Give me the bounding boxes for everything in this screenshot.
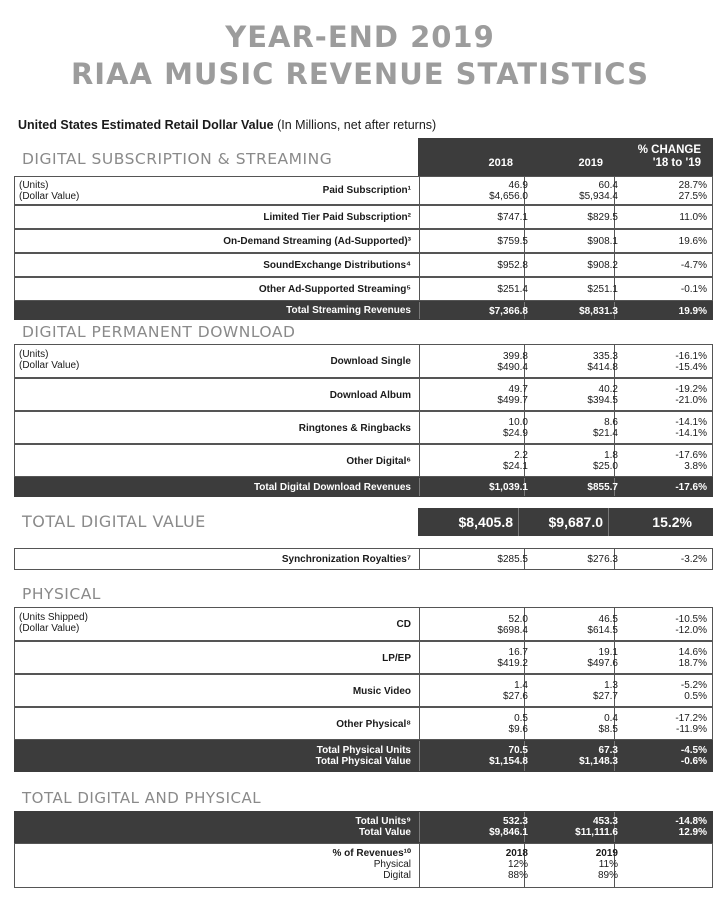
cell-2018-value: $27.6 (502, 691, 528, 702)
table-row (14, 411, 713, 444)
cell-change-value: -0.6% (680, 756, 707, 767)
cell-2019: $829.5 (587, 212, 618, 223)
row-label: Other Physical⁸ (336, 719, 411, 730)
cell-change-value: -21.0% (675, 395, 707, 406)
table-row (14, 674, 713, 707)
sync-row (14, 548, 713, 570)
cell-2019: 60.4 (598, 180, 618, 191)
table-row (14, 444, 713, 477)
col-change-range: '18 to '19 (652, 157, 701, 169)
cell-2019: 1.3 (604, 680, 618, 691)
table-row (14, 707, 713, 740)
cell-2018: $1,039.1 (489, 482, 528, 493)
units-label: (Units Shipped) (19, 612, 88, 623)
table-row (14, 607, 713, 641)
col-2018: 2018 (488, 157, 513, 169)
cell-2018-value: $698.4 (497, 625, 528, 636)
row-label: Synchronization Royalties⁷ (281, 554, 411, 565)
table-row (14, 277, 713, 301)
cell-2019: 335.3 (592, 351, 618, 362)
total-row (14, 740, 713, 772)
row-label: Music Video (352, 686, 411, 697)
cell-change: -4.5% (680, 745, 707, 756)
cell-2019-value: $394.5 (587, 395, 618, 406)
col-2019: 2019 (578, 157, 603, 169)
cell-2019-digital: 89% (597, 870, 618, 881)
row-label: % of Revenues¹⁰ (332, 848, 411, 859)
cell-2018: $759.5 (497, 236, 528, 247)
page-title-line1: YEAR-END 2019 (225, 20, 495, 54)
col-change: % CHANGE (637, 144, 701, 156)
cell-2019-value: $8.5 (598, 724, 618, 735)
cell-2019: 453.3 (592, 816, 618, 827)
row-label: Ringtones & Ringbacks (298, 423, 411, 434)
cell-2018: 0.5 (514, 713, 528, 724)
cell-2019: 19.1 (598, 647, 618, 658)
cell-2019: $8,831.3 (579, 306, 618, 317)
cell-change: 11.0% (679, 212, 707, 223)
row-label: LP/EP (382, 653, 411, 664)
cell-2018: $747.1 (497, 212, 528, 223)
cell-change: -0.1% (680, 284, 707, 295)
table-row (14, 229, 713, 253)
cell-change: 14.6% (678, 647, 707, 658)
cell-change: 19.9% (678, 306, 707, 317)
row-label: On-Demand Streaming (Ad-Supported)³ (223, 236, 411, 247)
cell-change-value: -14.1% (675, 428, 707, 439)
cell-2019: 0.4 (604, 713, 618, 724)
cell-2018-value: $9,846.1 (489, 827, 528, 838)
cell-change: 28.7% (678, 180, 707, 191)
cell-2019-value: $25.0 (592, 461, 618, 472)
page-title-line2: RIAA MUSIC REVENUE STATISTICS (70, 57, 650, 91)
cell-change: -5.2% (680, 680, 707, 691)
total-row (14, 477, 713, 497)
row-label: Other Digital⁶ (346, 456, 411, 467)
table-row (14, 378, 713, 411)
section-title-grand-total: TOTAL DIGITAL AND PHYSICAL (22, 789, 262, 807)
table-row (14, 205, 713, 229)
cell-2019-value: $5,934.4 (579, 191, 618, 202)
row-label: Download Album (329, 390, 411, 401)
total-row (14, 811, 713, 843)
cell-2019-value: $11,111.6 (575, 827, 618, 838)
units-label: (Units) (19, 180, 49, 191)
table-row (14, 176, 713, 205)
cell-2019: $9,687.0 (548, 514, 603, 530)
row-label-2: Total Value (358, 827, 411, 838)
row-label: Other Ad-Supported Streaming⁵ (258, 284, 411, 295)
cell-2018: $251.4 (497, 284, 528, 295)
cell-change: -19.2% (675, 384, 707, 395)
cell-2018-physical: 12% (507, 859, 528, 870)
cell-2018-value: $1,154.8 (489, 756, 528, 767)
cell-change-value: 18.7% (678, 658, 707, 669)
cell-change: 19.6% (678, 236, 707, 247)
cell-2018: 2.2 (514, 450, 528, 461)
cell-change: 15.2% (652, 514, 692, 530)
cell-2018-value: $24.9 (502, 428, 528, 439)
cell-2018: 70.5 (508, 745, 528, 756)
cell-2018: $8,405.8 (458, 514, 513, 530)
cell-2018: 46.9 (508, 180, 528, 191)
row-label-digital: Digital (383, 870, 411, 881)
cell-change: -14.8% (675, 816, 707, 827)
cell-2019: 46.5 (598, 614, 618, 625)
cell-change-value: 27.5% (678, 191, 707, 202)
row-label: SoundExchange Distributions⁴ (263, 260, 411, 271)
cell-change-value: -11.9% (676, 724, 707, 735)
cell-2018: 52.0 (508, 614, 528, 625)
cell-change: -10.5% (675, 614, 707, 625)
cell-change: -16.1% (675, 351, 707, 362)
cell-2019: 2019 (595, 848, 618, 859)
cell-change-value: -12.0% (675, 625, 707, 636)
total-row (14, 301, 713, 320)
cell-2018-value: $490.4 (497, 362, 528, 373)
cell-change: -17.6% (675, 450, 707, 461)
cell-2019-value: $1,148.3 (579, 756, 618, 767)
cell-change-value: 3.8% (684, 461, 707, 472)
cell-2019: 40.2 (598, 384, 618, 395)
row-label: Limited Tier Paid Subscription² (263, 212, 411, 223)
cell-change: -14.1% (675, 417, 707, 428)
cell-2019-value: $414.8 (587, 362, 618, 373)
row-label: Total Streaming Revenues (286, 305, 411, 316)
cell-2019: $908.1 (587, 236, 618, 247)
cell-2018: 532.3 (502, 816, 528, 827)
section-title-streaming: DIGITAL SUBSCRIPTION & STREAMING (22, 150, 333, 168)
cell-2019: 8.6 (604, 417, 618, 428)
cell-2018: 2018 (505, 848, 528, 859)
cell-2019: $251.1 (587, 284, 618, 295)
row-label: Total Physical Units (316, 745, 411, 756)
cell-2018: 10.0 (508, 417, 528, 428)
cell-2018: 399.8 (502, 351, 528, 362)
cell-change: -17.2% (675, 713, 707, 724)
table-row (14, 641, 713, 674)
cell-change-value: 12.9% (678, 827, 707, 838)
cell-2018: $7,366.8 (489, 306, 528, 317)
cell-change: -4.7% (680, 260, 707, 271)
cell-2018: $285.5 (497, 554, 528, 565)
row-label: Total Digital Download Revenues (253, 482, 411, 493)
cell-2018-digital: 88% (507, 870, 528, 881)
cell-change-value: 0.5% (684, 691, 707, 702)
cell-2018: 1.4 (514, 680, 528, 691)
cell-change: -3.2% (680, 554, 707, 565)
cell-2018-value: $4,656.0 (489, 191, 528, 202)
total-digital-row (418, 508, 713, 536)
cell-2019: $908.2 (587, 260, 618, 271)
dollar-value-label: (Dollar Value) (19, 623, 80, 634)
row-label: CD (396, 619, 411, 630)
share-row (14, 843, 713, 888)
section-title-total-digital: TOTAL DIGITAL VALUE (22, 512, 206, 531)
cell-2018-value: $499.7 (497, 395, 528, 406)
cell-2019: 67.3 (598, 745, 618, 756)
cell-2018-value: $419.2 (497, 658, 528, 669)
cell-2018: $952.8 (497, 260, 528, 271)
row-label: Total Units⁹ (355, 816, 411, 827)
dollar-value-label: (Dollar Value) (19, 360, 80, 371)
row-label-2: Total Physical Value (315, 756, 411, 767)
row-label: Download Single (330, 356, 411, 367)
row-label-physical: Physical (373, 859, 411, 870)
units-label: (Units) (19, 349, 49, 360)
cell-2019: 1.8 (604, 450, 618, 461)
section-title-physical: PHYSICAL (22, 585, 101, 603)
cell-2019-physical: 11% (598, 859, 618, 870)
cell-2019-value: $497.6 (587, 658, 618, 669)
cell-2018-value: $9.6 (508, 724, 528, 735)
cell-2019-value: $21.4 (592, 428, 618, 439)
column-header (418, 138, 713, 176)
cell-2019-value: $27.7 (592, 691, 618, 702)
table-subtitle: United States Estimated Retail Dollar Value (In Millions, net after returns) (18, 118, 437, 132)
table-row (14, 344, 713, 378)
table-row (14, 253, 713, 277)
cell-2018: 49.7 (508, 384, 528, 395)
cell-2019: $855.7 (587, 482, 618, 493)
row-label: Paid Subscription¹ (322, 185, 411, 196)
cell-change-value: -15.4% (675, 362, 707, 373)
cell-2019: $276.3 (587, 554, 618, 565)
dollar-value-label: (Dollar Value) (19, 191, 80, 202)
cell-2018: 16.7 (508, 647, 528, 658)
section-title-download: DIGITAL PERMANENT DOWNLOAD (22, 323, 296, 341)
cell-2019-value: $614.5 (587, 625, 618, 636)
cell-2018-value: $24.1 (502, 461, 528, 472)
cell-change: -17.6% (675, 482, 707, 493)
